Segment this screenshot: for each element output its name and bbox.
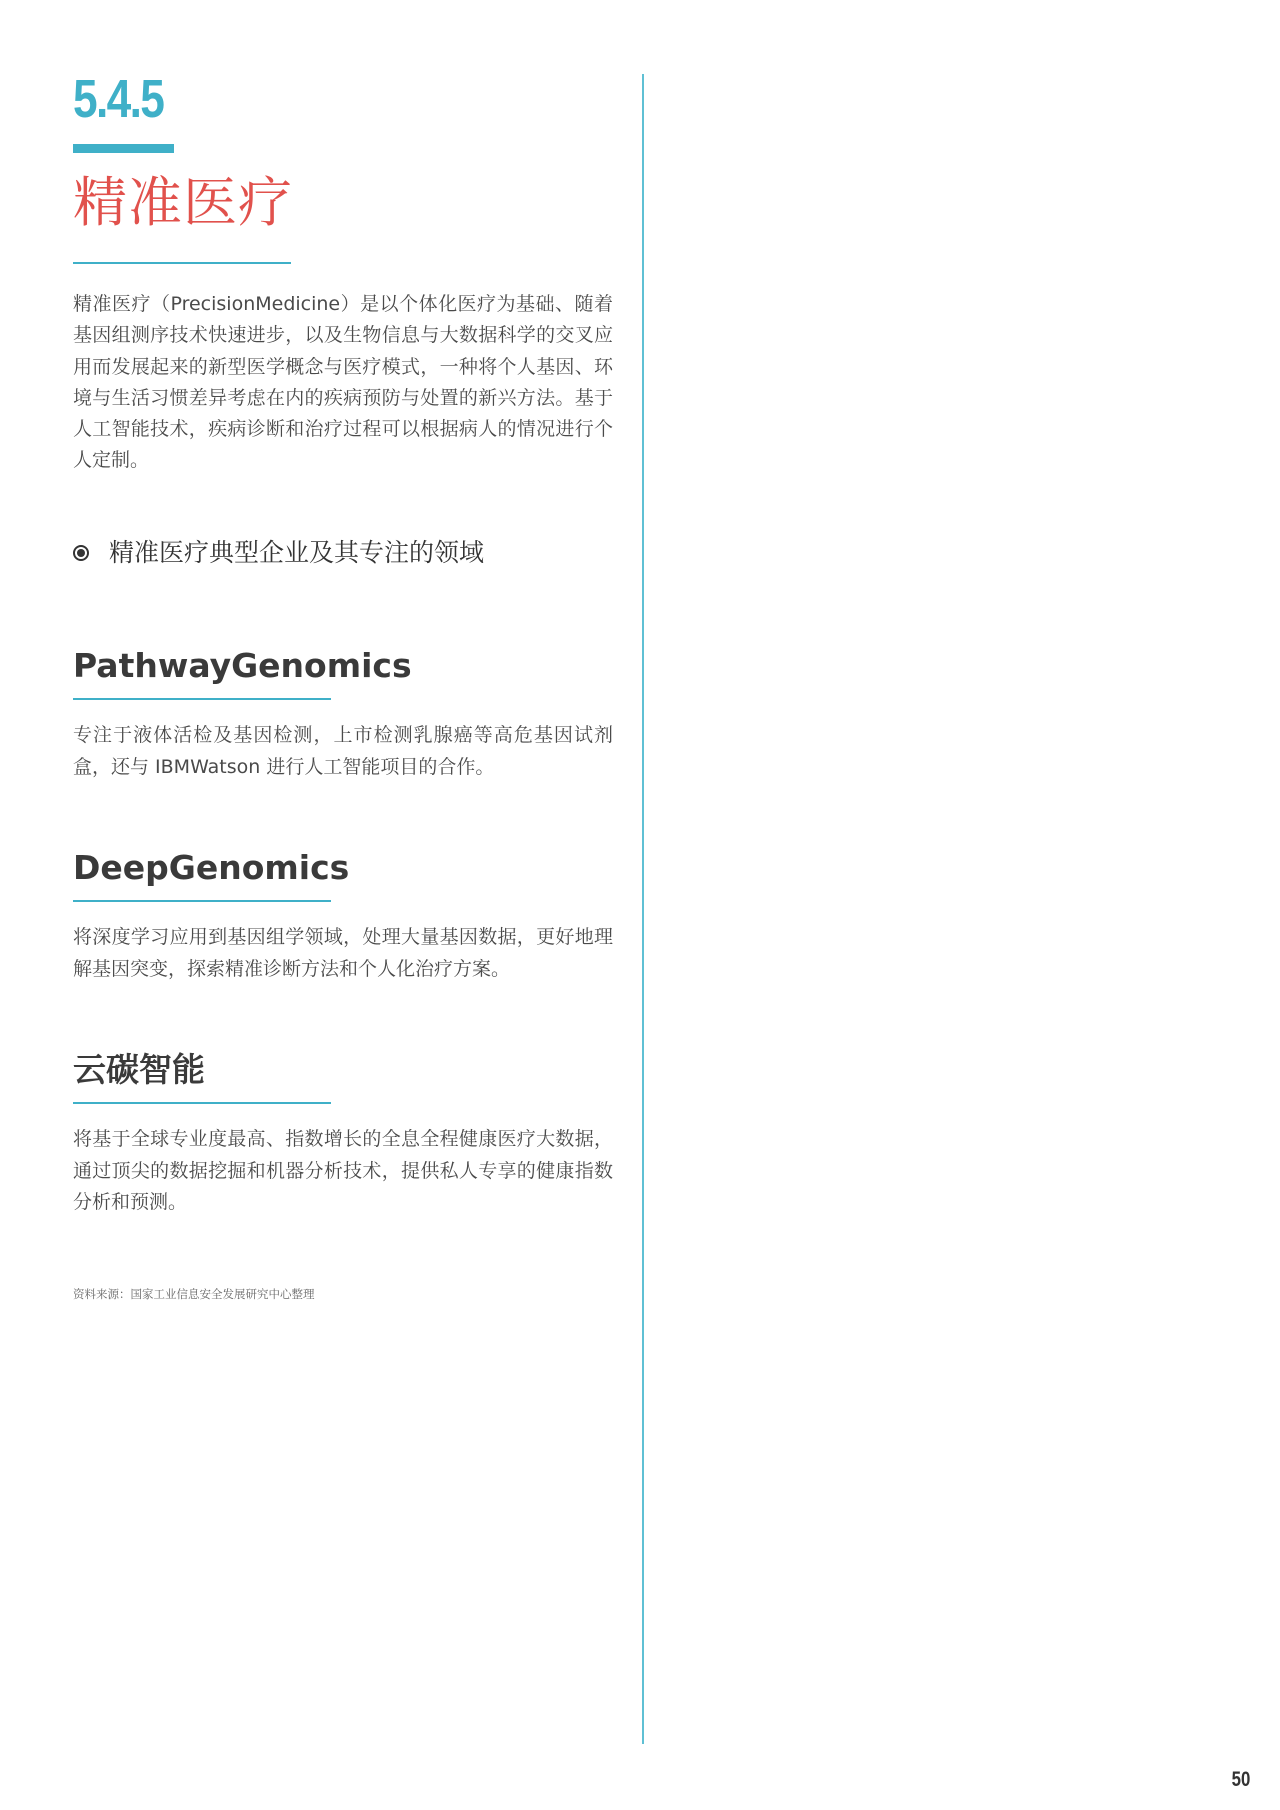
section-intro-paragraph: 精准医疗（PrecisionMedicine）是以个体化医疗为基础、随着基因组测序技术快速进步，以及生物信息与大数据科学的交叉应用而发展起来的新型医学概念与医疗模式，一种将个人基因、环境与生活习惯差异考虑在内的疾病预防与处置的新兴方法。基于人工智能技术，疾病诊断和治疗过程可以根据病人的情况进行个人定制。 xyxy=(73,293,613,472)
company-name: DeepGenomics xyxy=(73,848,350,887)
company-name-rule xyxy=(73,698,331,700)
section-number-underline xyxy=(73,144,174,153)
page-number: 50 xyxy=(1231,1768,1250,1791)
company-name: 云碳智能 xyxy=(73,1050,205,1089)
company-name: PathwayGenomics xyxy=(73,646,412,685)
section-title: 精准医疗 xyxy=(73,171,293,234)
company-name-rule xyxy=(73,900,331,902)
bullet-icon xyxy=(73,545,89,561)
source-note: 资料来源：国家工业信息安全发展研究中心整理 xyxy=(73,1287,315,1301)
company-pathwaygenomics xyxy=(73,648,613,783)
company-name-rule xyxy=(73,1102,331,1104)
company-description: 专注于液体活检及基因检测，上市检测乳腺癌等高危基因试剂盒，还与 IBMWatson 进行人工智能项目的合作。 xyxy=(73,724,613,778)
section-number: 5.4.5 xyxy=(73,69,164,129)
subheading-text: 精准医疗典型企业及其专注的领域 xyxy=(109,538,485,567)
company-yuntan xyxy=(73,1052,613,1218)
company-deepgenomics xyxy=(73,850,613,985)
section-title-rule xyxy=(73,262,291,264)
company-description: 将基于全球专业度最高、指数增长的全息全程健康医疗大数据，通过顶尖的数据挖掘和机器分析技术，提供私人专享的健康指数分析和预测。 xyxy=(73,1128,613,1213)
company-description: 将深度学习应用到基因组学领域，处理大量基因数据，更好地理解基因突变，探索精准诊断方法和个人化治疗方案。 xyxy=(73,926,613,980)
column-divider xyxy=(642,74,644,1744)
subheading-row xyxy=(73,540,484,565)
